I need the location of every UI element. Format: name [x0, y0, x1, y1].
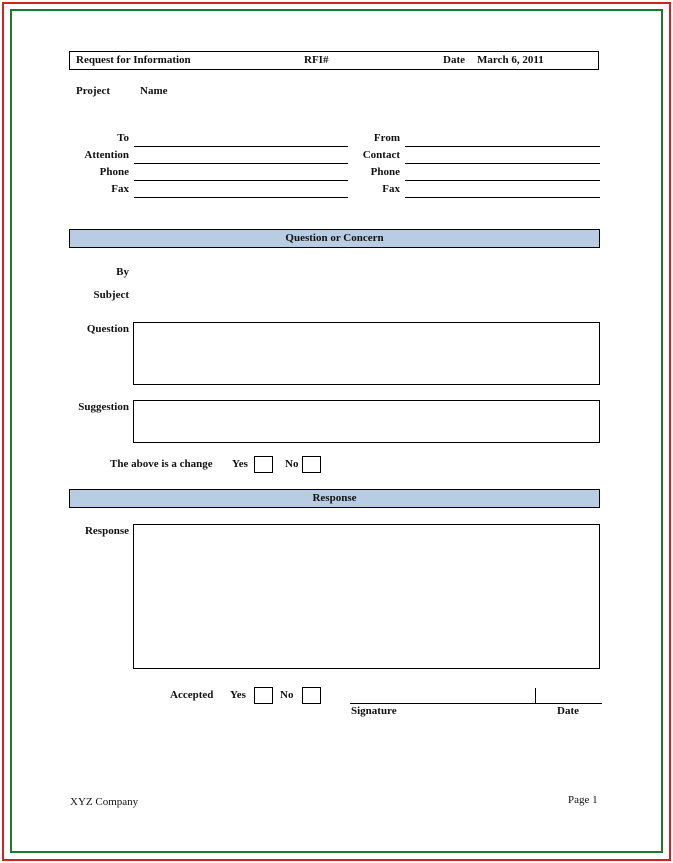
accepted-no-checkbox[interactable] [302, 687, 321, 704]
contact-field[interactable] [405, 163, 600, 164]
question-textarea[interactable] [133, 322, 600, 385]
accepted-no-label: No [280, 689, 294, 701]
header-date-label: Date [443, 54, 465, 66]
signature-date-label: Date [557, 705, 579, 717]
suggestion-textarea[interactable] [133, 400, 600, 443]
change-yes-label: Yes [232, 458, 248, 470]
project-label: Project [76, 85, 110, 97]
attention-label: Attention [84, 149, 129, 161]
accepted-yes-checkbox[interactable] [254, 687, 273, 704]
change-label: The above is a change [110, 458, 213, 470]
phone-field-left[interactable] [134, 180, 348, 181]
phone-field-right[interactable] [405, 180, 600, 181]
change-no-checkbox[interactable] [302, 456, 321, 473]
fax-label-left: Fax [111, 183, 129, 195]
signature-line[interactable] [350, 703, 602, 704]
fax-field-right[interactable] [405, 197, 600, 198]
signature-date-divider [535, 688, 536, 703]
response-textarea[interactable] [133, 524, 600, 669]
rfi-number-label: RFI# [304, 54, 329, 66]
response-section-header: Response [69, 489, 600, 508]
header-date-value: March 6, 2011 [477, 54, 544, 66]
name-label: Name [140, 85, 168, 97]
accepted-yes-label: Yes [230, 689, 246, 701]
accepted-label: Accepted [170, 689, 214, 701]
change-no-label: No [285, 458, 299, 470]
attention-field[interactable] [134, 163, 348, 164]
to-field[interactable] [134, 146, 348, 147]
change-yes-checkbox[interactable] [254, 456, 273, 473]
from-label: From [373, 132, 400, 144]
contact-label: Contact [362, 149, 400, 161]
from-field[interactable] [405, 146, 600, 147]
signature-label: Signature [351, 705, 397, 717]
suggestion-label: Suggestion [78, 401, 129, 413]
phone-label-right: Phone [370, 166, 400, 178]
subject-label: Subject [93, 289, 129, 301]
phone-label-left: Phone [99, 166, 129, 178]
by-label: By [116, 266, 129, 278]
form-title: Request for Information [76, 54, 191, 66]
page-number: Page 1 [568, 794, 598, 806]
to-label: To [117, 132, 129, 144]
fax-label-right: Fax [382, 183, 400, 195]
question-section-header: Question or Concern [69, 229, 600, 248]
company-name: XYZ Company [70, 796, 139, 808]
fax-field-left[interactable] [134, 197, 348, 198]
question-label: Question [86, 323, 129, 335]
response-label: Response [84, 525, 129, 537]
